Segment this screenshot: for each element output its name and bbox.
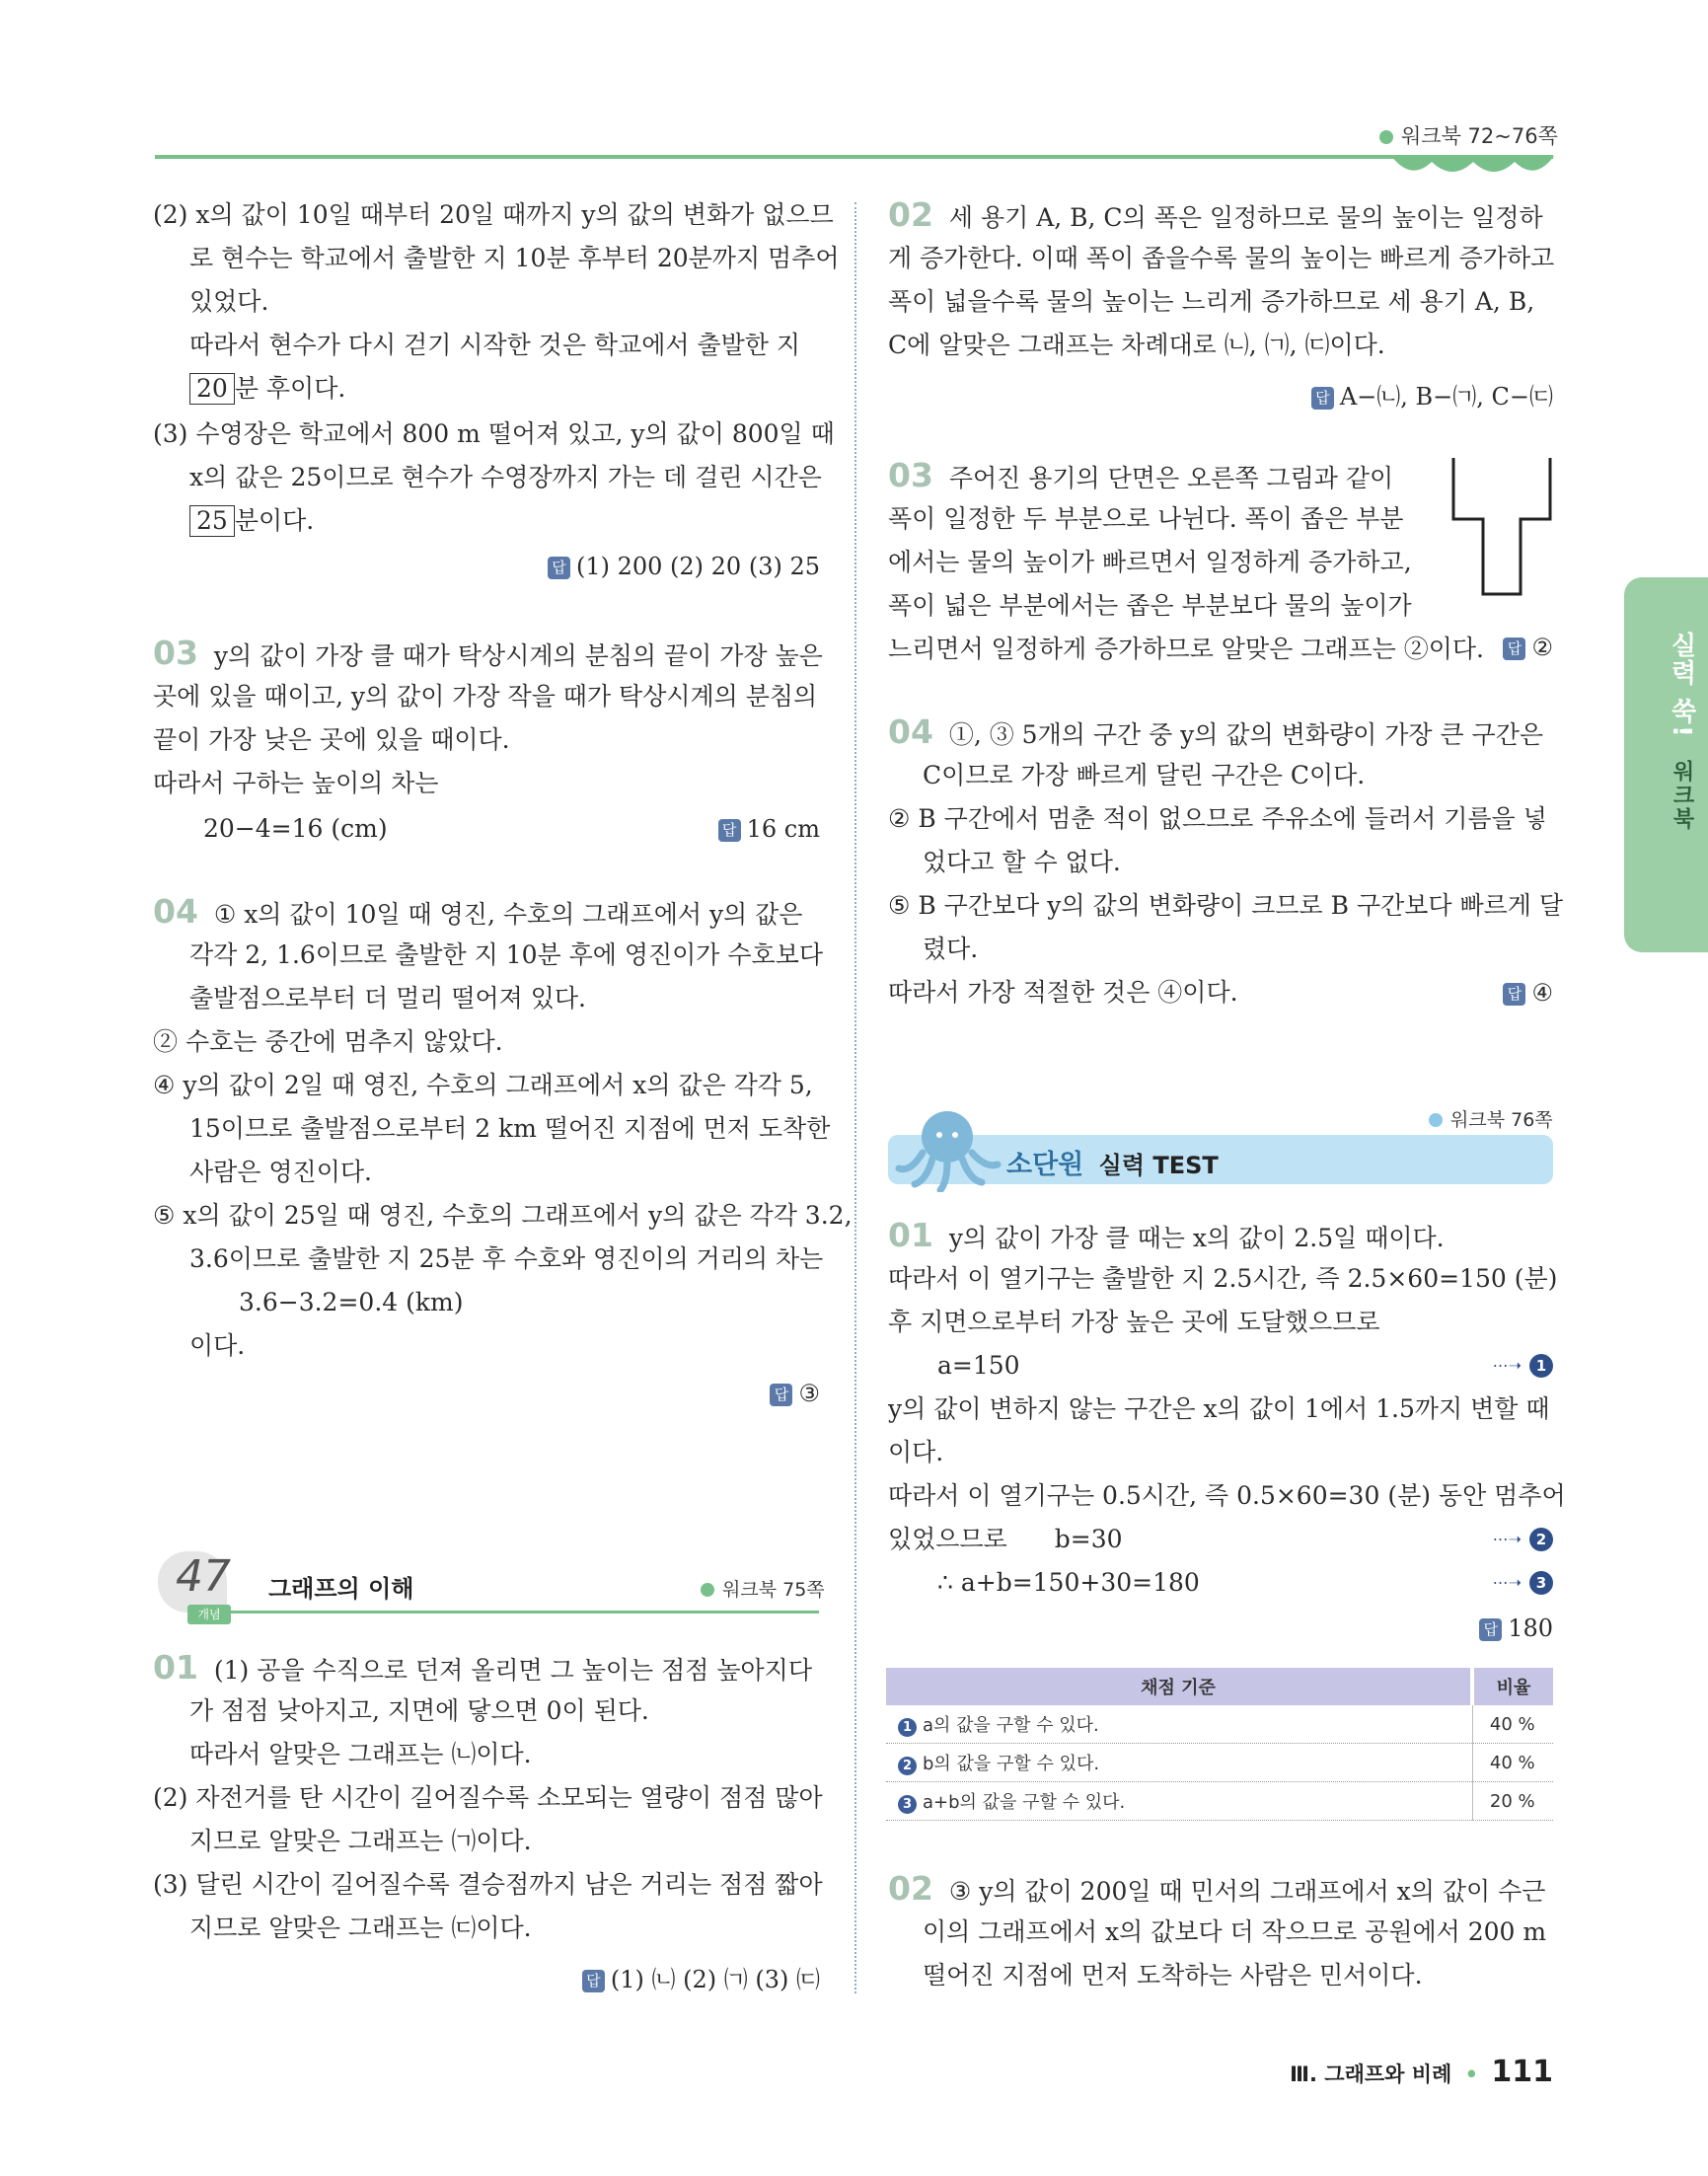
column-divider xyxy=(854,202,856,1993)
test-q02-line1: 02 ③ y의 값이 200일 때 민서의 그래프에서 x의 값이 수근 xyxy=(888,1869,1546,1908)
grading-header-rate: 비율 xyxy=(1472,1668,1553,1705)
right-q03-line5: 느리면서 일정하게 증가하므로 알맞은 그래프는 ②이다. xyxy=(888,635,1484,663)
left-q04-line6: 15이므로 출발점으로부터 2 km 떨어진 지점에 먼저 도착한 xyxy=(189,1114,831,1143)
left-p2-line3: 있었다. xyxy=(189,287,269,316)
test-q01-answer: 답 180 xyxy=(1479,1614,1553,1642)
dotted-arrow-icon: ⋯➝ xyxy=(1492,1356,1522,1375)
dotted-arrow-icon: ⋯➝ xyxy=(1492,1530,1522,1548)
header-workbook-ref: 워크북 72~76쪽 xyxy=(1379,120,1558,150)
left-q03-line3: 끝이 가장 낮은 곳에 있을 때이다. xyxy=(153,725,510,754)
left-q04-line1: 04 ① x의 값이 10일 때 영진, 수호의 그래프에서 y의 값은 xyxy=(153,892,803,931)
left-q01-line1: 01 (1) 공을 수직으로 던져 올리면 그 높이는 점점 높아지다 xyxy=(153,1648,812,1687)
test-title-sub: 실력 TEST xyxy=(1098,1152,1219,1179)
test-q01-line6: 따라서 이 열기구는 0.5시간, 즉 0.5×60=30 (분) 동안 멈추어 xyxy=(888,1481,1566,1510)
left-q03-answer: 답 16 cm xyxy=(718,815,820,843)
left-q04-line10: 이다. xyxy=(189,1331,246,1360)
left-q03-equation: 20−4=16 (cm) xyxy=(203,814,388,843)
right-q04-line6: 렸다. xyxy=(923,935,979,963)
container-cross-section-figure xyxy=(1446,454,1559,602)
left-q04-line2: 각각 2, 1.6이므로 출발한 지 10분 후에 영진이가 수호보다 xyxy=(189,940,823,969)
left-q01-line7: 지므로 알맞은 그래프는 ㈂이다. xyxy=(189,1913,532,1942)
section-47-rule xyxy=(227,1611,819,1613)
test-q01-line7: 있었으므로 b=30 xyxy=(888,1525,1123,1553)
right-q03-line2: 폭이 일정한 두 부분으로 나뉜다. 폭이 좁은 부분 xyxy=(888,504,1404,533)
right-q02-line1: 02 세 용기 A, B, C의 폭은 일정하므로 물의 높이는 일정하 xyxy=(888,195,1543,234)
answer-icon: 답 xyxy=(582,1970,605,1992)
right-q03-line3: 에서는 물의 높이가 빠르면서 일정하게 증가하고, xyxy=(888,548,1412,576)
question-number: 04 xyxy=(153,892,198,931)
answer-box: 25 xyxy=(189,505,235,537)
right-q03-line1: 03 주어진 용기의 단면은 오른쪽 그림과 같이 xyxy=(888,456,1394,494)
right-q03-answer: 답 ② xyxy=(1503,634,1553,661)
table-row: 2 b의 값을 구할 수 있다. 40 % xyxy=(886,1744,1553,1782)
left-q01-line5: 지므로 알맞은 그래프는 ㈀이다. xyxy=(189,1827,532,1855)
footer: Ⅲ. 그래프와 비례 • 111 xyxy=(1290,2055,1553,2089)
blue-dot-icon xyxy=(1429,1113,1443,1127)
left-p2-line2: 로 현수는 학교에서 출발한 지 10분 후부터 20분까지 멈추어 xyxy=(189,244,840,272)
test-q02-line2: 이의 그래프에서 x의 값보다 더 작으므로 공원에서 200 m xyxy=(923,1917,1547,1946)
side-tab-label xyxy=(1664,632,1700,831)
answer-icon: 답 xyxy=(1311,387,1334,410)
test-q01-line1: 01 y의 값이 가장 클 때는 x의 값이 2.5일 때이다. xyxy=(888,1216,1445,1254)
question-number: 03 xyxy=(888,456,933,494)
left-answer-1: 답 (1) 200 (2) 20 (3) 25 xyxy=(548,553,820,580)
section-47-ref: 워크북 75쪽 xyxy=(701,1575,825,1602)
left-p2-line4: 따라서 현수가 다시 걷기 시작한 것은 학교에서 출발한 지 xyxy=(189,331,801,359)
left-q01-line4: (2) 자전거를 탄 시간이 길어질수록 소모되는 열량이 점점 많아 xyxy=(153,1783,823,1812)
left-q03-line2: 곳에 있을 때이고, y의 값이 가장 작을 때가 탁상시계의 분침의 xyxy=(153,682,818,711)
right-q04-line5: ⑤ B 구간보다 y의 값의 변화량이 크므로 B 구간보다 빠르게 달 xyxy=(888,891,1564,920)
right-q04-line2: C이므로 가장 빠르게 달린 구간은 C이다. xyxy=(923,761,1366,789)
right-q02-line2: 게 증가한다. 이때 폭이 좁을수록 물의 높이는 빠르게 증가하고 xyxy=(888,244,1555,272)
left-q04-line9: 3.6이므로 출발한 지 25분 후 수호와 영진이의 거리의 차는 xyxy=(189,1244,824,1273)
left-p2-line1: (2) x의 값이 10일 때부터 20일 때까지 y의 값의 변화가 없으므 xyxy=(153,200,834,229)
answer-icon: 답 xyxy=(1479,1618,1502,1641)
left-q04-line8: ⑤ x의 값이 25일 때 영진, 수호의 그래프에서 y의 값은 각각 3.2, xyxy=(153,1201,853,1230)
table-row: 1 a의 값을 구할 수 있다. 40 % xyxy=(886,1705,1553,1744)
green-dot-icon xyxy=(1379,130,1393,144)
section-47-title: 그래프의 이해 xyxy=(268,1575,414,1603)
side-tab-label-sub: 워크북 xyxy=(1670,759,1694,831)
left-p2-line5: 20 분 후이다. xyxy=(189,367,345,411)
header-wave-decoration xyxy=(1391,156,1554,180)
table-row: 3 a+b의 값을 구할 수 있다. 20 % xyxy=(886,1782,1553,1821)
right-q04-line1: 04 ①, ③ 5개의 구간 중 y의 값의 변화량이 가장 큰 구간은 xyxy=(888,713,1543,751)
question-number: 01 xyxy=(153,1648,198,1687)
left-p3-line3: 25 분이다. xyxy=(189,499,314,543)
test-q01-eq3: ∴ a+b=150+30=180 xyxy=(937,1568,1200,1597)
answer-icon: 답 xyxy=(1503,638,1525,660)
step-marker-1: ⋯➝ 1 xyxy=(1493,1354,1553,1378)
section-47-number: 47 xyxy=(176,1551,231,1602)
left-q04-equation: 3.6−3.2=0.4 (km) xyxy=(239,1288,464,1316)
header-rule xyxy=(155,155,1553,159)
left-q04-line3: 출발점으로부터 더 멀리 떨어져 있다. xyxy=(189,984,586,1013)
left-q04-line7: 사람은 영진이다. xyxy=(189,1158,372,1186)
test-q02-line3: 떨어진 지점에 먼저 도착하는 사람은 민서이다. xyxy=(923,1961,1423,1989)
grading-header-row xyxy=(886,1668,1553,1705)
left-q01-line3: 따라서 알맞은 그래프는 ㈁이다. xyxy=(189,1740,532,1768)
left-q01-line2: 가 점점 낮아지고, 지면에 닿으면 0이 된다. xyxy=(189,1696,649,1725)
right-q02-answer: 답 A−㈁, B−㈀, C−㈂ xyxy=(1311,377,1553,412)
test-q01-line4: y의 값이 변하지 않는 구간은 x의 값이 1에서 1.5까지 변할 때 xyxy=(888,1394,1550,1423)
step-number-icon: 3 xyxy=(898,1795,917,1814)
left-q04-answer: 답 ③ xyxy=(770,1380,820,1407)
left-q01-answer: 답 (1) ㈁ (2) ㈀ (3) ㈂ xyxy=(582,1960,820,1994)
left-q04-line5: ④ y의 값이 2일 때 영진, 수호의 그래프에서 x의 값은 각각 5, xyxy=(153,1071,813,1099)
right-q02-line3: 폭이 넓을수록 물의 높이는 느리게 증가하므로 세 용기 A, B, xyxy=(888,287,1535,316)
grading-table xyxy=(886,1668,1553,1821)
test-q01-line2: 따라서 이 열기구는 출발한 지 2.5시간, 즉 2.5×60=150 (분) xyxy=(888,1264,1558,1293)
grading-header-criteria: 채점 기준 xyxy=(886,1668,1472,1705)
step-marker-2: ⋯➝ 2 xyxy=(1493,1528,1553,1551)
left-q01-line6: (3) 달린 시간이 길어질수록 결승점까지 남은 거리는 점점 짧아 xyxy=(153,1870,823,1899)
footer-chapter: Ⅲ. 그래프와 비례 xyxy=(1290,2063,1452,2086)
test-workbook-ref: 워크북 76쪽 xyxy=(1429,1105,1553,1132)
answer-icon: 답 xyxy=(770,1384,792,1406)
test-q01-line5: 이다. xyxy=(888,1438,944,1466)
answer-icon: 답 xyxy=(548,557,570,579)
answer-box: 20 xyxy=(189,373,235,405)
right-q04-answer: 답 ④ xyxy=(1503,979,1553,1007)
right-q04-line7: 따라서 가장 적절한 것은 ④이다. xyxy=(888,978,1238,1007)
question-number: 02 xyxy=(888,1869,933,1908)
right-q03-line4: 폭이 넓은 부분에서는 좁은 부분보다 물의 높이가 xyxy=(888,591,1412,620)
green-dot-icon xyxy=(701,1583,714,1597)
page-number: 111 xyxy=(1491,2055,1553,2089)
test-title-main: 소단원 xyxy=(1006,1150,1084,1180)
left-p3-line1: (3) 수영장은 학교에서 800 m 떨어져 있고, y의 값이 800일 때 xyxy=(153,419,835,448)
section-47-tag: 개념 xyxy=(187,1605,231,1624)
step-marker-3: ⋯➝ 3 xyxy=(1493,1571,1553,1595)
test-q01-eq1: a=150 xyxy=(937,1351,1020,1380)
question-number: 04 xyxy=(888,713,933,751)
dotted-arrow-icon: ⋯➝ xyxy=(1492,1573,1522,1592)
left-q03-line1: 03 y의 값이 가장 클 때가 탁상시계의 분침의 끝이 가장 높은 xyxy=(153,634,823,672)
left-p3-line2: x의 값은 25이므로 현수가 수영장까지 가는 데 걸린 시간은 xyxy=(189,463,822,491)
answer-icon: 답 xyxy=(718,819,741,842)
side-tab-label-main: 실력 쑥! xyxy=(1667,632,1696,739)
question-number: 01 xyxy=(888,1216,933,1254)
question-number: 02 xyxy=(888,195,933,234)
step-number-icon: 2 xyxy=(898,1757,917,1775)
octopus-icon xyxy=(893,1103,1002,1192)
test-q01-line3: 후 지면으로부터 가장 높은 곳에 도달했으므로 xyxy=(888,1308,1380,1336)
answer-icon: 답 xyxy=(1503,983,1525,1006)
question-number: 03 xyxy=(153,634,198,672)
left-q03-line4: 따라서 구하는 높이의 차는 xyxy=(153,769,439,797)
right-q04-line3: ② B 구간에서 멈춘 적이 없으므로 주유소에 들러서 기름을 넣 xyxy=(888,804,1547,833)
left-q04-line4: ② 수호는 중간에 멈추지 않았다. xyxy=(153,1027,503,1056)
step-number-icon: 1 xyxy=(898,1718,917,1737)
test-title xyxy=(1006,1143,1219,1181)
right-q02-line4: C에 알맞은 그래프는 차례대로 ㈁, ㈀, ㈂이다. xyxy=(888,331,1385,359)
right-q04-line4: 었다고 할 수 없다. xyxy=(923,848,1121,876)
